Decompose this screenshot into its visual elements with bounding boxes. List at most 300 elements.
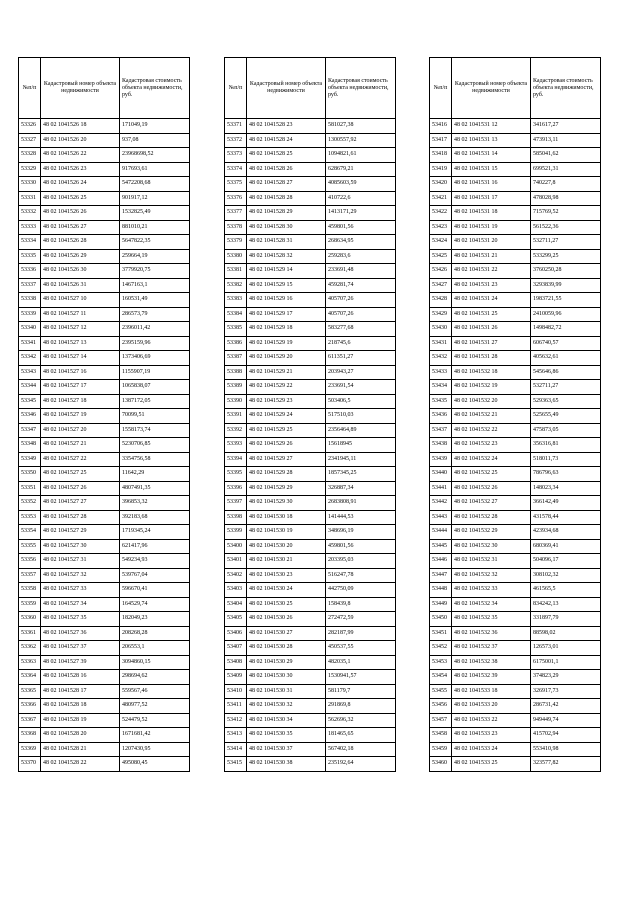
cadastral-number: 48 02 1041532 21 <box>452 409 531 424</box>
cadastral-cost: 475873,05 <box>531 423 601 438</box>
cadastral-cost: 529363,65 <box>531 394 601 409</box>
table-row <box>430 148 601 163</box>
row-number: 53459 <box>430 742 452 757</box>
cadastral-number: 48 02 1041529 26 <box>247 438 326 453</box>
cadastral-cost: 621417,96 <box>120 539 190 554</box>
table-row <box>430 133 601 148</box>
cadastral-number: 48 02 1041532 35 <box>452 612 531 627</box>
table-row <box>430 554 601 569</box>
cadastral-number: 48 02 1041533 24 <box>452 742 531 757</box>
cadastral-cost: 1558173,74 <box>120 423 190 438</box>
cadastral-number: 48 02 1041529 23 <box>247 394 326 409</box>
row-number: 53445 <box>430 539 452 554</box>
cadastral-cost: 442750,09 <box>326 583 396 598</box>
cadastral-cost: 1983721,55 <box>531 293 601 308</box>
table-row <box>225 481 396 496</box>
cadastral-number: 48 02 1041527 11 <box>41 307 120 322</box>
cadastral-cost: 3094860,15 <box>120 655 190 670</box>
cadastral-cost: 2396011,42 <box>120 322 190 337</box>
table-row <box>430 293 601 308</box>
row-number: 53373 <box>225 148 247 163</box>
table-row <box>225 626 396 641</box>
row-number: 53411 <box>225 699 247 714</box>
table-row <box>430 525 601 540</box>
cadastral-number: 48 02 1041530 30 <box>247 670 326 685</box>
cadastral-table-1 <box>18 57 190 772</box>
row-number: 53339 <box>19 307 41 322</box>
cadastral-cost: 1498482,72 <box>531 322 601 337</box>
cadastral-number: 48 02 1041532 37 <box>452 641 531 656</box>
cadastral-cost: 1387172,05 <box>120 394 190 409</box>
cadastral-number: 48 02 1041528 24 <box>247 133 326 148</box>
table-row <box>430 423 601 438</box>
cadastral-cost: 1300557,92 <box>326 133 396 148</box>
row-number: 53363 <box>19 655 41 670</box>
table-row <box>225 713 396 728</box>
cadastral-number: 48 02 1041530 20 <box>247 539 326 554</box>
cadastral-cost: 562696,32 <box>326 713 396 728</box>
row-number: 53351 <box>19 481 41 496</box>
cadastral-cost: 581179,7 <box>326 684 396 699</box>
cadastral-number: 48 02 1041528 26 <box>247 162 326 177</box>
row-number: 53452 <box>430 641 452 656</box>
cadastral-cost: 901917,12 <box>120 191 190 206</box>
table-row <box>225 191 396 206</box>
table-row <box>19 539 190 554</box>
table-row <box>225 133 396 148</box>
cadastral-cost: 148023,34 <box>531 481 601 496</box>
table-row <box>225 655 396 670</box>
cadastral-number: 48 02 1041530 19 <box>247 525 326 540</box>
row-number: 53442 <box>430 496 452 511</box>
row-number: 53328 <box>19 148 41 163</box>
cadastral-cost: 1532825,49 <box>120 206 190 221</box>
cadastral-cost: 561522,36 <box>531 220 601 235</box>
table-row <box>430 220 601 235</box>
row-number: 53360 <box>19 612 41 627</box>
header-cadastral-cost: Кадастровая стоимость объекта недвижимости, руб. <box>120 58 190 119</box>
cadastral-number: 48 02 1041531 12 <box>452 119 531 134</box>
table-row <box>225 307 396 322</box>
row-number: 53357 <box>19 568 41 583</box>
cadastral-number: 48 02 1041527 19 <box>41 409 120 424</box>
header-cadastral-cost: Кадастровая стоимость объекта недвижимости, руб. <box>326 58 396 119</box>
table-row <box>19 423 190 438</box>
header-number: №п/п <box>225 58 247 119</box>
table-row <box>430 684 601 699</box>
table-row <box>430 612 601 627</box>
row-number: 53367 <box>19 713 41 728</box>
cadastral-number: 48 02 1041532 31 <box>452 554 531 569</box>
row-number: 53364 <box>19 670 41 685</box>
cadastral-number: 48 02 1041530 26 <box>247 612 326 627</box>
table-row <box>430 539 601 554</box>
table-row <box>225 148 396 163</box>
cadastral-number: 48 02 1041530 34 <box>247 713 326 728</box>
cadastral-number: 48 02 1041532 33 <box>452 583 531 598</box>
cadastral-number: 48 02 1041531 22 <box>452 264 531 279</box>
row-number: 53441 <box>430 481 452 496</box>
row-number: 53340 <box>19 322 41 337</box>
cadastral-cost: 459801,56 <box>326 539 396 554</box>
cadastral-cost: 233691,54 <box>326 380 396 395</box>
cadastral-cost: 517510,03 <box>326 409 396 424</box>
cadastral-number: 48 02 1041530 24 <box>247 583 326 598</box>
row-number: 53343 <box>19 365 41 380</box>
cadastral-number: 48 02 1041533 23 <box>452 728 531 743</box>
table-row <box>225 322 396 337</box>
table-row <box>430 641 601 656</box>
cadastral-cost: 203943,27 <box>326 365 396 380</box>
cadastral-cost: 3354756,58 <box>120 452 190 467</box>
row-number: 53417 <box>430 133 452 148</box>
cadastral-cost: 5472208,68 <box>120 177 190 192</box>
cadastral-number: 48 02 1041531 25 <box>452 307 531 322</box>
row-number: 53413 <box>225 728 247 743</box>
row-number: 53438 <box>430 438 452 453</box>
table-row <box>430 119 601 134</box>
row-number: 53448 <box>430 583 452 598</box>
row-number: 53427 <box>430 278 452 293</box>
row-number: 53335 <box>19 249 41 264</box>
cadastral-cost: 567402,18 <box>326 742 396 757</box>
cadastral-number: 48 02 1041529 21 <box>247 365 326 380</box>
row-number: 53358 <box>19 583 41 598</box>
cadastral-cost: 218745,6 <box>326 336 396 351</box>
table-row <box>19 670 190 685</box>
table-row <box>225 380 396 395</box>
cadastral-cost: 415702,94 <box>531 728 601 743</box>
cadastral-cost: 3760250,28 <box>531 264 601 279</box>
row-number: 53366 <box>19 699 41 714</box>
cadastral-number: 48 02 1041530 25 <box>247 597 326 612</box>
cadastral-number: 48 02 1041526 29 <box>41 249 120 264</box>
cadastral-number: 48 02 1041527 35 <box>41 612 120 627</box>
row-number: 53385 <box>225 322 247 337</box>
row-number: 53399 <box>225 525 247 540</box>
cadastral-cost: 715769,52 <box>531 206 601 221</box>
table-row <box>19 467 190 482</box>
row-number: 53416 <box>430 119 452 134</box>
cadastral-cost: 366142,49 <box>531 496 601 511</box>
cadastral-cost: 949449,74 <box>531 713 601 728</box>
cadastral-number: 48 02 1041533 20 <box>452 699 531 714</box>
cadastral-number: 48 02 1041532 29 <box>452 525 531 540</box>
cadastral-number: 48 02 1041528 23 <box>247 119 326 134</box>
table-row <box>430 278 601 293</box>
cadastral-cost: 410722,6 <box>326 191 396 206</box>
row-number: 53374 <box>225 162 247 177</box>
header-number: №п/п <box>430 58 452 119</box>
cadastral-cost: 549234,93 <box>120 554 190 569</box>
cadastral-number: 48 02 1041533 22 <box>452 713 531 728</box>
cadastral-cost: 2683808,91 <box>326 496 396 511</box>
table-row <box>19 684 190 699</box>
cadastral-cost: 628679,21 <box>326 162 396 177</box>
row-number: 53443 <box>430 510 452 525</box>
table-row <box>225 423 396 438</box>
row-number: 53346 <box>19 409 41 424</box>
table-row <box>19 336 190 351</box>
table-row <box>19 554 190 569</box>
row-number: 53348 <box>19 438 41 453</box>
cadastral-number: 48 02 1041526 20 <box>41 133 120 148</box>
cadastral-cost: 459281,74 <box>326 278 396 293</box>
cadastral-number: 48 02 1041528 17 <box>41 684 120 699</box>
cadastral-number: 48 02 1041527 36 <box>41 626 120 641</box>
table-row <box>430 249 601 264</box>
row-number: 53437 <box>430 423 452 438</box>
row-number: 53384 <box>225 307 247 322</box>
table-row <box>430 757 601 772</box>
cadastral-number: 48 02 1041527 20 <box>41 423 120 438</box>
row-number: 53454 <box>430 670 452 685</box>
cadastral-number: 48 02 1041528 32 <box>247 249 326 264</box>
table-row <box>430 336 601 351</box>
cadastral-number: 48 02 1041531 15 <box>452 162 531 177</box>
row-number: 53390 <box>225 394 247 409</box>
row-number: 53391 <box>225 409 247 424</box>
table-row <box>430 307 601 322</box>
table-row <box>225 235 396 250</box>
cadastral-cost: 482035,1 <box>326 655 396 670</box>
table-row <box>225 583 396 598</box>
cadastral-number: 48 02 1041531 20 <box>452 235 531 250</box>
cadastral-number: 48 02 1041530 35 <box>247 728 326 743</box>
table-row <box>19 162 190 177</box>
cadastral-number: 48 02 1041531 26 <box>452 322 531 337</box>
table-row <box>430 191 601 206</box>
cadastral-number: 48 02 1041527 25 <box>41 467 120 482</box>
cadastral-number: 48 02 1041529 24 <box>247 409 326 424</box>
cadastral-number: 48 02 1041528 19 <box>41 713 120 728</box>
row-number: 53426 <box>430 264 452 279</box>
row-number: 53377 <box>225 206 247 221</box>
cadastral-cost: 533299,25 <box>531 249 601 264</box>
table-row <box>430 322 601 337</box>
row-number: 53388 <box>225 365 247 380</box>
table-row <box>225 742 396 757</box>
table-row <box>430 452 601 467</box>
cadastral-number: 48 02 1041529 29 <box>247 481 326 496</box>
row-number: 53432 <box>430 351 452 366</box>
cadastral-number: 48 02 1041531 18 <box>452 206 531 221</box>
row-number: 53425 <box>430 249 452 264</box>
cadastral-number: 48 02 1041527 27 <box>41 496 120 511</box>
cadastral-cost: 2341945,11 <box>326 452 396 467</box>
table-row <box>19 293 190 308</box>
table-row <box>19 133 190 148</box>
table-row <box>19 264 190 279</box>
cadastral-number: 48 02 1041532 30 <box>452 539 531 554</box>
table-row <box>430 481 601 496</box>
row-number: 53458 <box>430 728 452 743</box>
cadastral-cost: 1413171,29 <box>326 206 396 221</box>
cadastral-number: 48 02 1041527 22 <box>41 452 120 467</box>
cadastral-cost: 937,08 <box>120 133 190 148</box>
cadastral-cost: 23968698,52 <box>120 148 190 163</box>
cadastral-cost: 525655,49 <box>531 409 601 424</box>
row-number: 53435 <box>430 394 452 409</box>
table-row <box>19 307 190 322</box>
cadastral-number: 48 02 1041527 32 <box>41 568 120 583</box>
row-number: 53326 <box>19 119 41 134</box>
cadastral-cost: 405707,26 <box>326 307 396 322</box>
cadastral-cost: 495080,45 <box>120 757 190 772</box>
header-row <box>225 58 396 119</box>
cadastral-cost: 553410,98 <box>531 742 601 757</box>
table-row <box>225 119 396 134</box>
cadastral-cost: 1857345,25 <box>326 467 396 482</box>
table-row <box>225 757 396 772</box>
cadastral-number: 48 02 1041532 24 <box>452 452 531 467</box>
table-row <box>19 510 190 525</box>
table-row <box>225 568 396 583</box>
row-number: 53362 <box>19 641 41 656</box>
header-row <box>430 58 601 119</box>
row-number: 53332 <box>19 206 41 221</box>
cadastral-number: 48 02 1041530 23 <box>247 568 326 583</box>
cadastral-number: 48 02 1041532 39 <box>452 670 531 685</box>
table-row <box>19 365 190 380</box>
cadastral-cost: 282187,99 <box>326 626 396 641</box>
cadastral-cost: 2395159,96 <box>120 336 190 351</box>
row-number: 53418 <box>430 148 452 163</box>
cadastral-number: 48 02 1041532 27 <box>452 496 531 511</box>
cadastral-cost: 70099,51 <box>120 409 190 424</box>
header-cadastral-number: Кадастровый номер объекта недвижимости <box>41 58 120 119</box>
cadastral-cost: 15618945 <box>326 438 396 453</box>
header-cadastral-cost: Кадастровая стоимость объекта недвижимости, руб. <box>531 58 601 119</box>
table-row <box>225 278 396 293</box>
cadastral-number: 48 02 1041526 22 <box>41 148 120 163</box>
cadastral-cost: 480977,52 <box>120 699 190 714</box>
cadastral-number: 48 02 1041527 37 <box>41 641 120 656</box>
table-row <box>19 481 190 496</box>
cadastral-number: 48 02 1041529 30 <box>247 496 326 511</box>
row-number: 53376 <box>225 191 247 206</box>
table-row <box>225 438 396 453</box>
cadastral-cost: 834242,13 <box>531 597 601 612</box>
cadastral-number: 48 02 1041527 30 <box>41 539 120 554</box>
table-row <box>225 220 396 235</box>
cadastral-cost: 596670,41 <box>120 583 190 598</box>
row-number: 53439 <box>430 452 452 467</box>
cadastral-number: 48 02 1041530 31 <box>247 684 326 699</box>
cadastral-number: 48 02 1041532 20 <box>452 394 531 409</box>
row-number: 53341 <box>19 336 41 351</box>
table-row <box>430 670 601 685</box>
cadastral-cost: 1155907,19 <box>120 365 190 380</box>
cadastral-cost: 539767,04 <box>120 568 190 583</box>
cadastral-number: 48 02 1041526 23 <box>41 162 120 177</box>
table-row <box>19 322 190 337</box>
table-row <box>225 409 396 424</box>
cadastral-cost: 1530941,57 <box>326 670 396 685</box>
cadastral-number: 48 02 1041528 20 <box>41 728 120 743</box>
cadastral-number: 48 02 1041531 23 <box>452 278 531 293</box>
row-number: 53331 <box>19 191 41 206</box>
cadastral-cost: 1373406,69 <box>120 351 190 366</box>
cadastral-number: 48 02 1041526 27 <box>41 220 120 235</box>
row-number: 53405 <box>225 612 247 627</box>
cadastral-cost: 1671681,42 <box>120 728 190 743</box>
cadastral-number: 48 02 1041527 18 <box>41 394 120 409</box>
table-row <box>430 264 601 279</box>
table-row <box>225 699 396 714</box>
row-number: 53436 <box>430 409 452 424</box>
table-row <box>225 452 396 467</box>
cadastral-cost: 11642,29 <box>120 467 190 482</box>
cadastral-cost: 1207430,95 <box>120 742 190 757</box>
table-row <box>430 510 601 525</box>
row-number: 53407 <box>225 641 247 656</box>
cadastral-cost: 126573,01 <box>531 641 601 656</box>
cadastral-cost: 5230706,85 <box>120 438 190 453</box>
row-number: 53423 <box>430 220 452 235</box>
row-number: 53380 <box>225 249 247 264</box>
table-row <box>225 641 396 656</box>
row-number: 53397 <box>225 496 247 511</box>
row-number: 53447 <box>430 568 452 583</box>
cadastral-number: 48 02 1041527 26 <box>41 481 120 496</box>
row-number: 53393 <box>225 438 247 453</box>
cadastral-cost: 606740,57 <box>531 336 601 351</box>
table-row <box>430 568 601 583</box>
row-number: 53414 <box>225 742 247 757</box>
cadastral-cost: 233691,48 <box>326 264 396 279</box>
table-row <box>19 394 190 409</box>
table-row <box>225 162 396 177</box>
table-row <box>19 626 190 641</box>
row-number: 53354 <box>19 525 41 540</box>
table-row <box>225 336 396 351</box>
row-number: 53342 <box>19 351 41 366</box>
cadastral-number: 48 02 1041527 29 <box>41 525 120 540</box>
row-number: 53444 <box>430 525 452 540</box>
header-cadastral-number: Кадастровый номер объекта недвижимости <box>452 58 531 119</box>
cadastral-number: 48 02 1041528 31 <box>247 235 326 250</box>
table-row <box>225 510 396 525</box>
cadastral-number: 48 02 1041527 13 <box>41 336 120 351</box>
cadastral-cost: 203395,03 <box>326 554 396 569</box>
cadastral-number: 48 02 1041526 24 <box>41 177 120 192</box>
cadastral-cost: 503406,5 <box>326 394 396 409</box>
table-row <box>225 539 396 554</box>
table-row <box>430 467 601 482</box>
cadastral-cost: 392183,68 <box>120 510 190 525</box>
row-number: 53406 <box>225 626 247 641</box>
row-number: 53433 <box>430 365 452 380</box>
table-row <box>225 206 396 221</box>
table-row <box>225 177 396 192</box>
cadastral-cost: 164529,74 <box>120 597 190 612</box>
table-row <box>19 351 190 366</box>
row-number: 53415 <box>225 757 247 772</box>
table-row <box>225 554 396 569</box>
row-number: 53457 <box>430 713 452 728</box>
cadastral-cost: 2410059,96 <box>531 307 601 322</box>
table-row <box>225 394 396 409</box>
row-number: 53350 <box>19 467 41 482</box>
cadastral-number: 48 02 1041531 21 <box>452 249 531 264</box>
cadastral-cost: 431578,44 <box>531 510 601 525</box>
table-row <box>430 206 601 221</box>
table-row <box>225 670 396 685</box>
cadastral-number: 48 02 1041529 22 <box>247 380 326 395</box>
table-row <box>430 177 601 192</box>
row-number: 53403 <box>225 583 247 598</box>
